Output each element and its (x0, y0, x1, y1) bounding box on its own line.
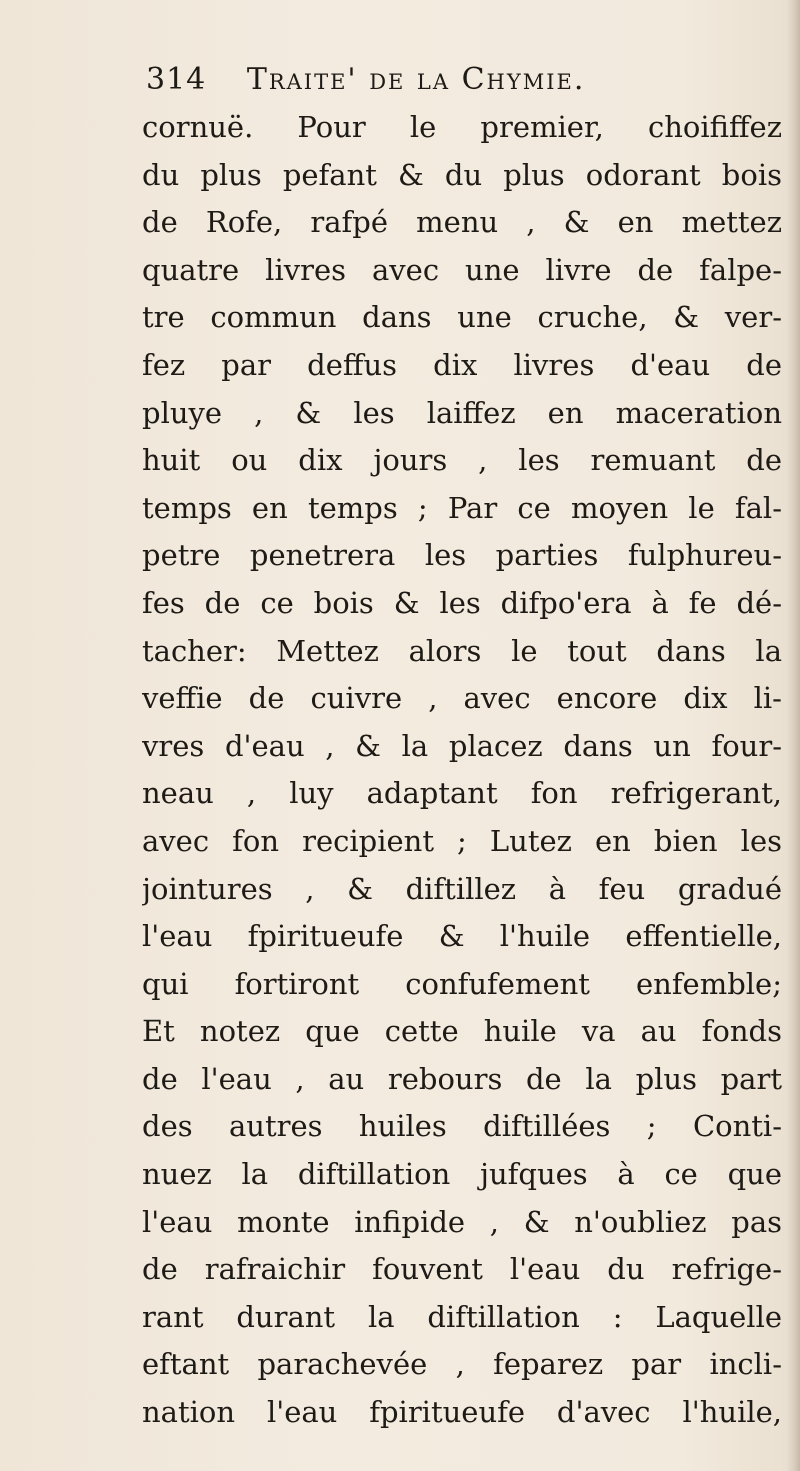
text-line: nation l'eau fpiritueufe d'avec l'huile, (142, 1395, 782, 1430)
text-line: pluye , & les laiffez en maceration (142, 395, 782, 430)
text-line: du plus pefant & du plus odorant bois (142, 157, 782, 192)
text-line: vres d'eau , & la placez dans un four- (142, 728, 782, 763)
text-line: huit ou dix jours , les remuant de (142, 443, 782, 478)
text-line: fez par deffus dix livres d'eau de (142, 347, 782, 382)
text-line: de l'eau , au rebours de la plus part (142, 1061, 782, 1096)
text-line: eftant parachevée , feparez par incli- (142, 1347, 782, 1382)
text-line: jointures , & diftillez à feu gradué (142, 871, 782, 906)
running-title: Traite' de la Chymie. (246, 62, 586, 97)
text-line: tacher: Mettez alors le tout dans la (142, 633, 782, 668)
page-number: 314 (146, 62, 207, 97)
running-head (146, 62, 766, 106)
text-line: neau , luy adaptant fon refrigerant, (142, 776, 782, 811)
text-line: de Rofe, rafpé menu , & en mettez (142, 205, 782, 240)
text-line: avec fon recipient ; Lutez en bien les (142, 823, 782, 858)
text-line: de rafraichir fouvent l'eau du refrige- (142, 1252, 782, 1287)
text-line: petre penetrera les parties fulphureu- (142, 538, 782, 573)
text-line: des autres huiles diftillées ; Conti- (142, 1109, 782, 1144)
body-text (142, 104, 782, 1437)
text-line: rant durant la diftillation : Laquelle (142, 1299, 782, 1334)
text-line: quatre livres avec une livre de falpe- (142, 252, 782, 287)
text-line: l'eau fpiritueufe & l'huile effentielle, (142, 919, 782, 954)
text-line: qui fortiront confufement enfemble; (142, 966, 782, 1001)
text-line: veffie de cuivre , avec encore dix li- (142, 681, 782, 716)
text-line: temps en temps ; Par ce moyen le fal- (142, 490, 782, 525)
text-line: cornuë. Pour le premier, choififfez (142, 110, 782, 144)
text-line: fes de ce bois & les difpo'era à fe dé- (142, 585, 782, 620)
text-line: tre commun dans une cruche, & ver- (142, 300, 782, 335)
text-line: l'eau monte infipide , & n'oubliez pas (142, 1204, 782, 1239)
page-edge-shadow (786, 0, 800, 1471)
text-line: Et notez que cette huile va au fonds (142, 1014, 782, 1049)
text-line: nuez la diftillation jufques à ce que (142, 1157, 782, 1192)
